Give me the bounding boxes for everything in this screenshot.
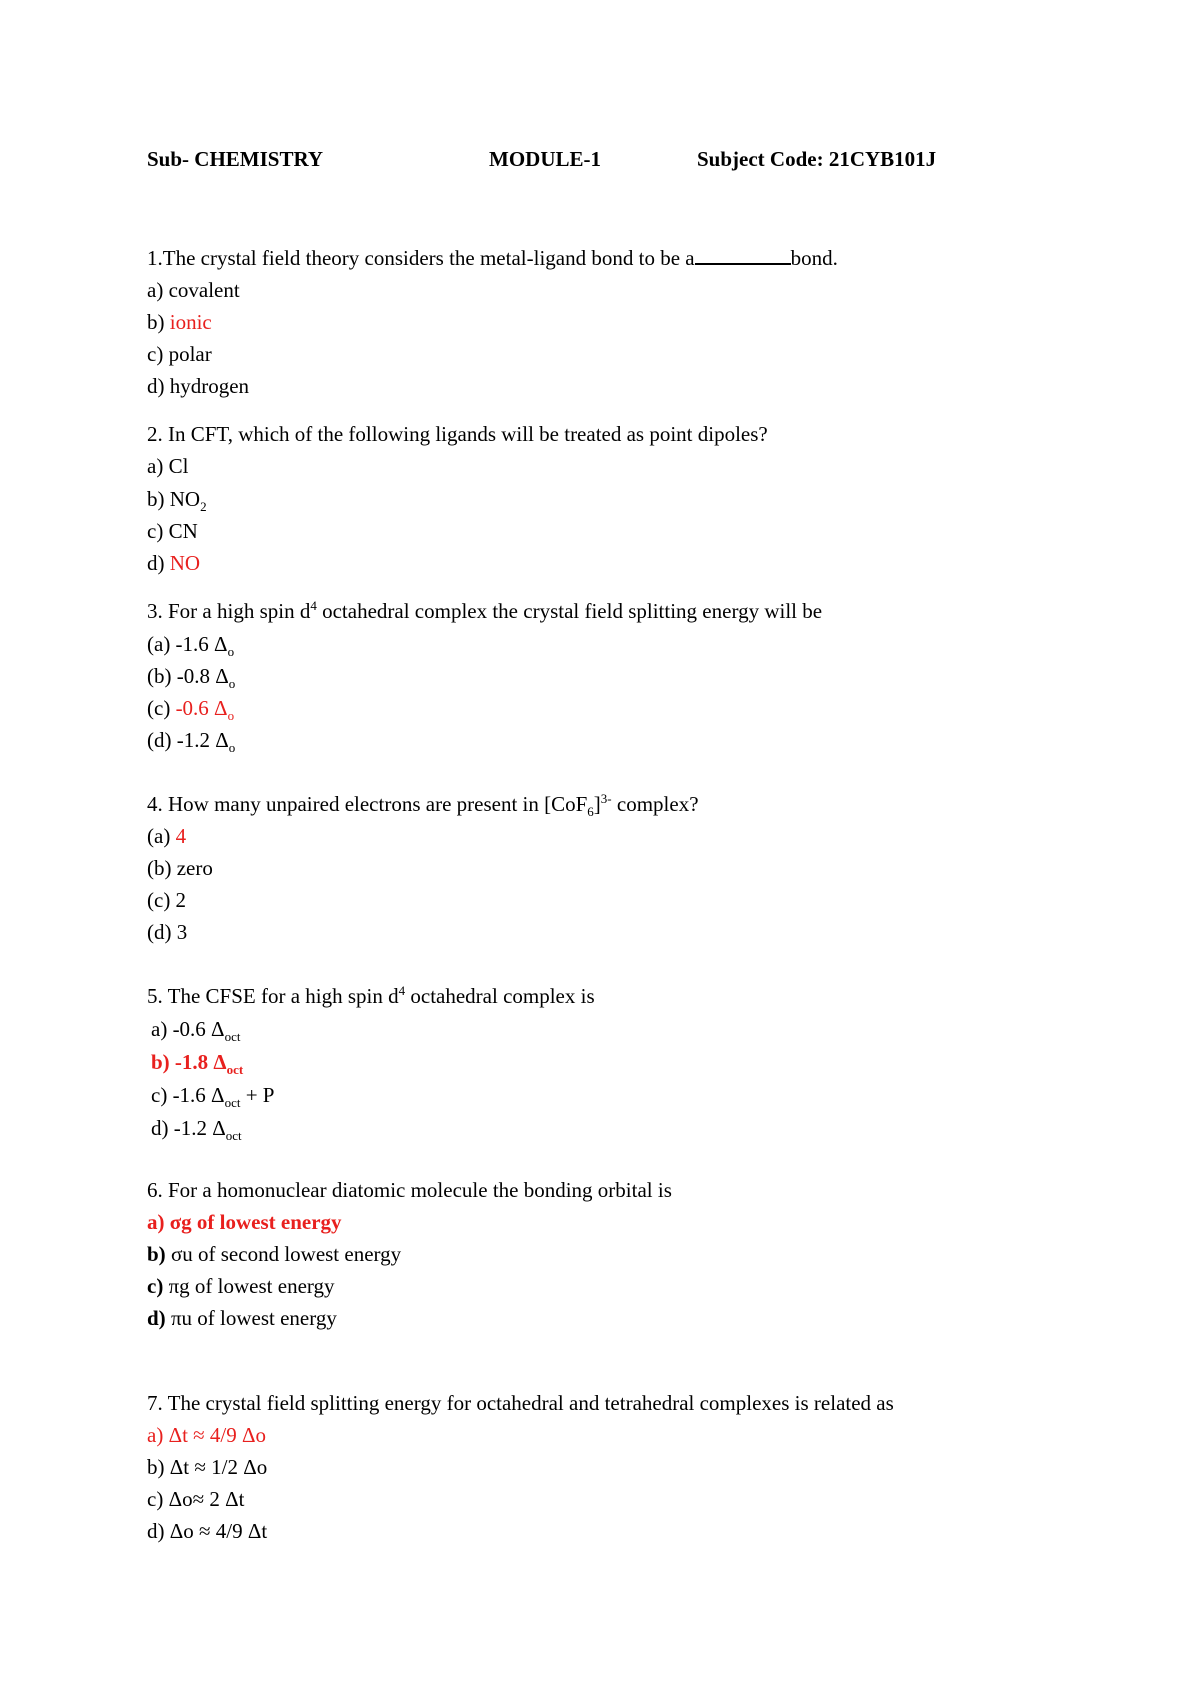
question-3: 3. For a high spin $d^4$ octahedral complex the crystal field splitting energy will be (147, 598, 823, 623)
q4-answer: 4 (175, 824, 187, 848)
q1-option-a: a) covalent (147, 278, 240, 302)
subject-code: Subject Code: 21CYB101J (697, 147, 937, 171)
q7-option-d: d) Δo ≈ 4/9 Δt (147, 1519, 268, 1543)
q6-option-d: d) πu of lowest energy (147, 1306, 337, 1330)
question-4: 4. How many unpaired electrons are present in $[CoF_6]^{3-}$ complex? (147, 791, 699, 820)
fill-in-blank (695, 245, 791, 265)
q1-answer: ionic (169, 310, 212, 334)
q6-option-c: c) πg of lowest energy (147, 1274, 335, 1298)
q3-option-b: (b) -0.8 $\Delta_o$ (147, 664, 236, 692)
q5-option-a: a) -0.6 $\Delta_{oct}$ (151, 1017, 241, 1045)
q4-option-b: (b) zero (147, 856, 213, 880)
q7-option-b: b) Δt ≈ 1/2 Δo (147, 1455, 268, 1479)
q3-answer: -0.6 $\Delta_o$ (175, 696, 235, 724)
q7-option-c: c) Δo≈ 2 Δt (147, 1487, 245, 1511)
q5-option-b: b) -1.8 $\Delta_{oct}$ (151, 1050, 244, 1078)
question-2: 2. In CFT, which of the following ligands will be treated as point dipoles? (147, 422, 768, 446)
module-label: MODULE-1 (489, 147, 601, 171)
q2-option-b: b) $NO_2$ (147, 487, 207, 515)
question-5: 5. The CFSE for a high spin $d^4$ octahedral complex is (147, 983, 595, 1008)
q4-option-c: (c) 2 (147, 888, 187, 912)
q5-option-c: c) -1.6 $\Delta_{oct} + P$ (151, 1083, 275, 1111)
q6-option-a: a) σg of lowest energy (147, 1210, 342, 1234)
q5-option-d: d) -1.2 $\Delta_{oct}$ (151, 1116, 242, 1144)
q3-option-d: (d) -1.2 $\Delta_o$ (147, 728, 236, 756)
q6-option-b: b) σu of second lowest energy (147, 1242, 402, 1266)
q2-option-a: a) Cl (147, 454, 189, 478)
q2-answer: NO (169, 551, 201, 575)
question-6: 6. For a homonuclear diatomic molecule the bonding orbital is (147, 1178, 672, 1202)
q4-option-a: (a) 4 (147, 824, 187, 848)
q3-option-a: (a) -1.6 $\Delta_o$ (147, 632, 235, 660)
q2-option-c: c) CN (147, 519, 198, 543)
q1-option-d: d) hydrogen (147, 374, 250, 398)
question-7: 7. The crystal field splitting energy for octahedral and tetrahedral complexes is related as (147, 1391, 894, 1415)
subject-label: Sub- CHEMISTRY (147, 147, 324, 171)
q2-option-d: d) NO (147, 551, 201, 575)
q3-option-c: (c) -0.6 $\Delta_o$ (147, 696, 235, 724)
q4-option-d: (d) 3 (147, 920, 188, 944)
question-1: 1.The crystal field theory considers the metal-ligand bond to be a bond. (147, 246, 838, 270)
q1-option-c: c) polar (147, 342, 212, 366)
q1-option-b: b) ionic (147, 310, 212, 334)
q7-option-a: a) Δt ≈ 4/9 Δo (147, 1423, 267, 1447)
